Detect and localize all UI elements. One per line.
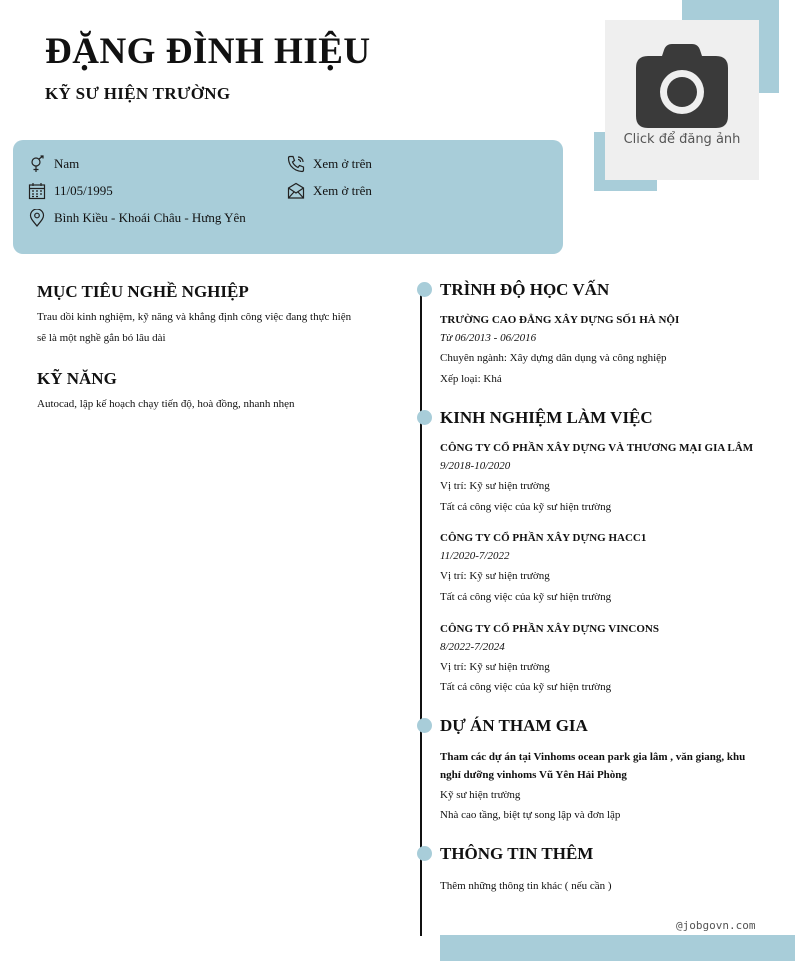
objective-line-1: Trau dồi kinh nghiệm, kỹ năng và khẳng định công việc đang thực hiện: [37, 311, 352, 323]
job-2-desc: Tất cả công việc của kỹ sư hiện trường: [440, 591, 612, 603]
watermark: @jobgovn.com: [676, 919, 756, 932]
job-1-period: 9/2018-10/2020: [440, 460, 511, 472]
project-desc: Nhà cao tầng, biệt tự song lập và đơn lập: [440, 809, 621, 821]
timeline-dot-projects: [417, 718, 432, 733]
education-major: Chuyên ngành: Xây dựng dân dụng và công nghiệp: [440, 352, 667, 364]
camera-icon: [636, 44, 728, 128]
info-address: [28, 209, 246, 227]
job-2-company: CÔNG TY CỔ PHẦN XÂY DỰNG HACC1: [440, 532, 647, 544]
phone-icon: [287, 155, 305, 173]
info-email: [287, 182, 372, 200]
education-grade: Xếp loại: Khá: [440, 373, 502, 385]
candidate-name: ĐẶNG ĐÌNH HIỆU: [45, 31, 371, 72]
job-3-position: Vị trí: Kỹ sư hiện trường: [440, 661, 550, 673]
extra-title: THÔNG TIN THÊM: [440, 844, 594, 863]
skills-title: KỸ NĂNG: [37, 369, 117, 388]
projects-title: DỰ ÁN THAM GIA: [440, 716, 588, 735]
education-period: Từ 06/2013 - 06/2016: [440, 332, 537, 344]
education-title: TRÌNH ĐỘ HỌC VẤN: [440, 280, 610, 299]
footer-bar: [440, 935, 795, 961]
project-role: Kỹ sư hiện trường: [440, 789, 521, 801]
objective-title: MỤC TIÊU NGHỀ NGHIỆP: [37, 282, 249, 301]
timeline-dot-extra: [417, 846, 432, 861]
info-birthdate: [28, 182, 113, 200]
photo-upload[interactable]: [605, 20, 759, 180]
personal-info-panel: [13, 140, 563, 254]
phone-value: Xem ở trên: [313, 156, 372, 171]
job-title: KỸ SƯ HIỆN TRƯỜNG: [45, 84, 231, 103]
info-gender: [28, 155, 79, 173]
email-value: Xem ở trên: [313, 183, 372, 198]
job-2-position: Vị trí: Kỹ sư hiện trường: [440, 570, 550, 582]
job-3-period: 8/2022-7/2024: [440, 641, 505, 653]
job-2-period: 11/2020-7/2022: [440, 550, 510, 562]
education-school: TRƯỜNG CAO ĐẲNG XÂY DỰNG SỐ1 HÀ NỘI: [440, 314, 680, 326]
address-value: Bình Kiều - Khoái Châu - Hưng Yên: [54, 210, 246, 225]
project-name-line-1: Tham các dự án tại Vinhoms ocean park gia lâm , văn giang, khu: [440, 751, 746, 763]
birthdate-value: 11/05/1995: [54, 183, 113, 198]
location-pin-icon: [28, 209, 46, 227]
calendar-icon: [28, 182, 46, 200]
experience-title: KINH NGHIỆM LÀM VIỆC: [440, 408, 653, 427]
project-name-line-2: nghỉ dưỡng vinhoms Vũ Yên Hải Phòng: [440, 769, 627, 781]
skills-text: Autocad, lập kế hoạch chạy tiến độ, hoà đồng, nhanh nhẹn: [37, 398, 295, 410]
gender-icon: [28, 155, 46, 173]
objective-line-2: sẽ là một nghề gắn bó lâu dài: [37, 332, 166, 344]
timeline-line: [420, 290, 422, 936]
job-3-company: CÔNG TY CỔ PHẦN XÂY DỰNG VINCONS: [440, 623, 659, 635]
extra-text: Thêm những thông tin khác ( nếu cần ): [440, 880, 612, 892]
photo-upload-label: Click để đăng ảnh: [623, 132, 741, 147]
timeline-dot-experience: [417, 410, 432, 425]
mail-icon: [287, 182, 305, 200]
info-phone: [287, 155, 372, 173]
job-1-company: CÔNG TY CỔ PHẦN XÂY DỰNG VÀ THƯƠNG MẠI GIA LÂM: [440, 442, 754, 454]
timeline-dot-education: [417, 282, 432, 297]
gender-value: Nam: [54, 156, 80, 171]
job-1-position: Vị trí: Kỹ sư hiện trường: [440, 480, 550, 492]
job-1-desc: Tất cả công việc của kỹ sư hiện trường: [440, 501, 612, 513]
job-3-desc: Tất cả công việc của kỹ sư hiện trường: [440, 681, 612, 693]
